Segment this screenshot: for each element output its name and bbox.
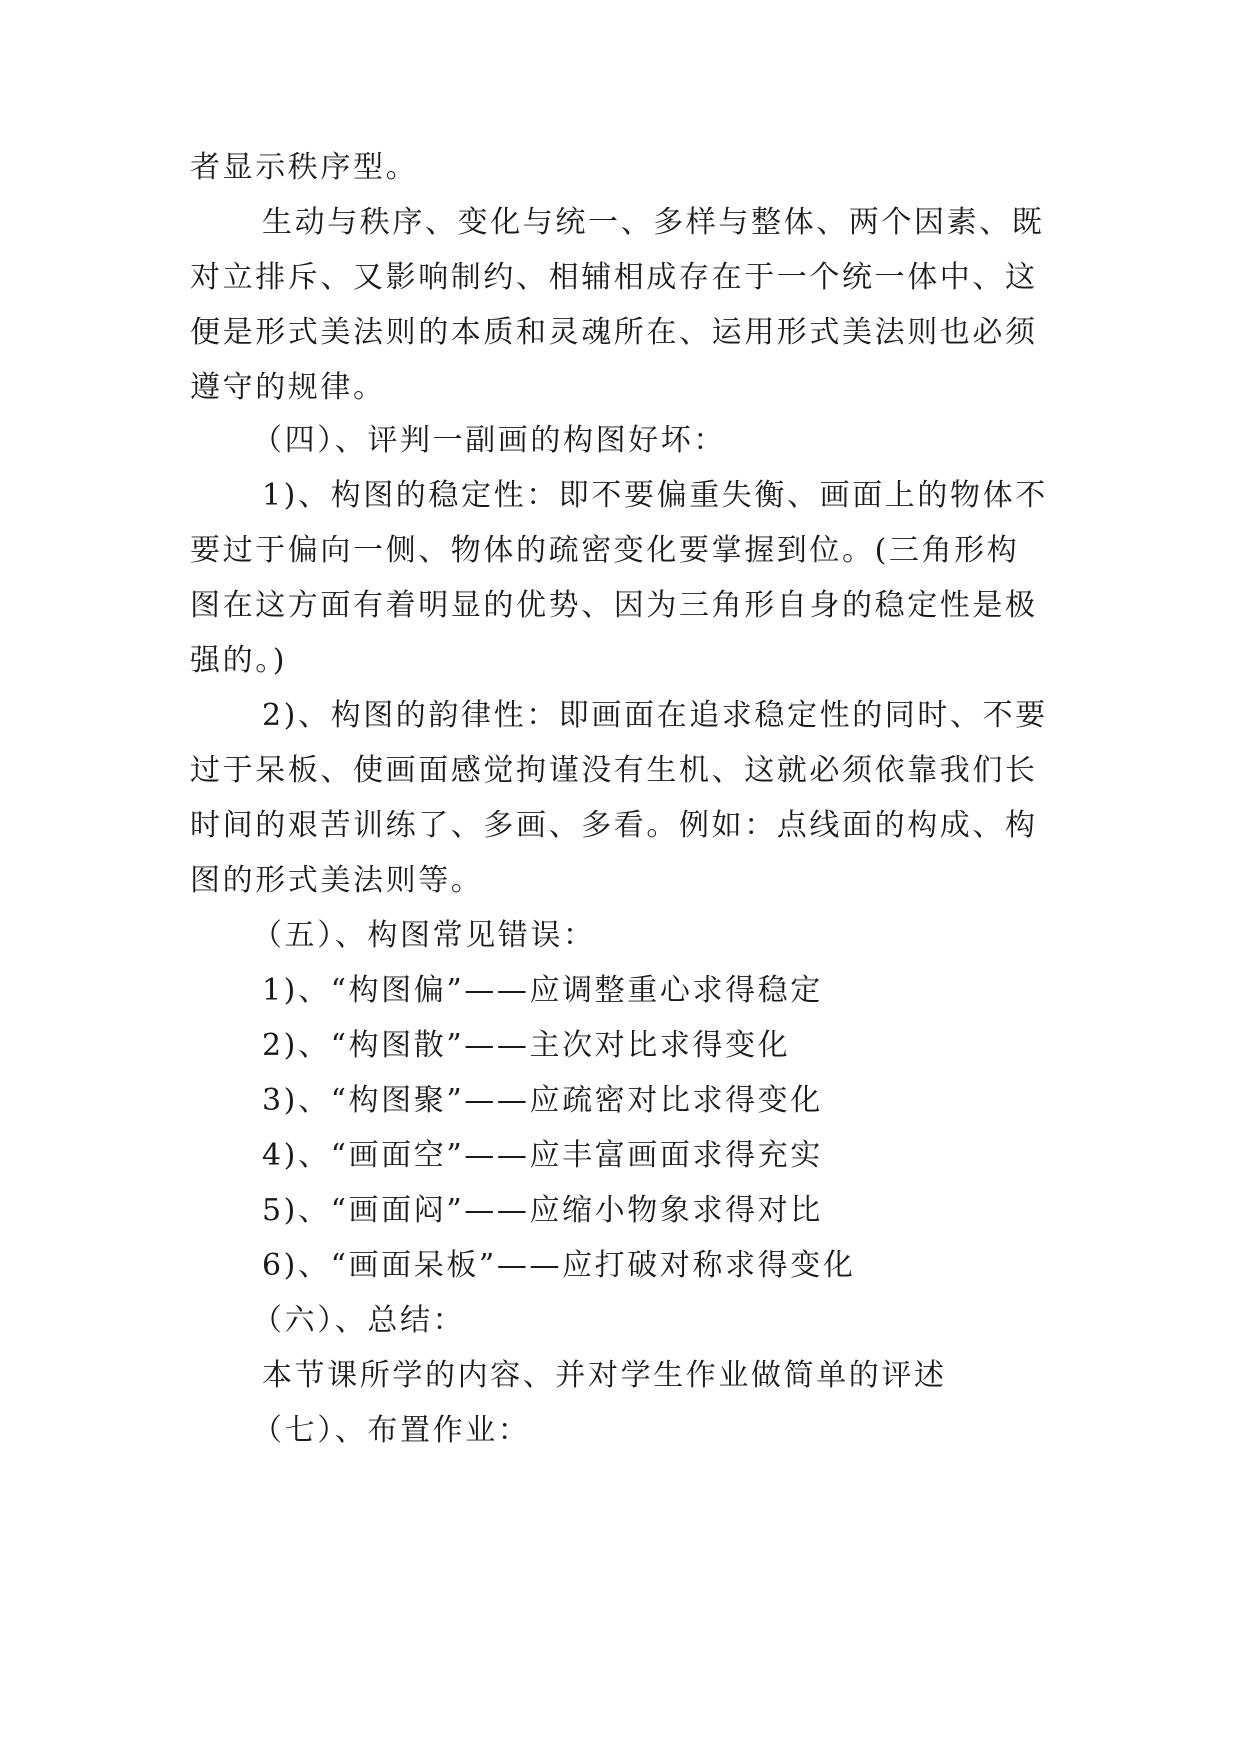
section-heading: （七）、布置作业： [252, 1413, 531, 1448]
paragraph-start: 生动与秩序、变化与统一、多样与整体、两个因素、既 [262, 205, 1045, 240]
text-line: 对立排斥、又影响制约、相辅相成存在于一个统一体中、这 [190, 260, 1038, 295]
text-line: 者显示秩序型。 [190, 150, 419, 185]
text-line: 便是形式美法则的本质和灵魂所在、运用形式美法则也必须 [190, 315, 1038, 350]
list-item: 3)、“构图聚”——应疏密对比求得变化 [262, 1083, 823, 1118]
text-line: 遵守的规律。 [190, 370, 386, 405]
text-line: 图在这方面有着明显的优势、因为三角形自身的稳定性是极 [190, 588, 1038, 623]
list-item: 6)、“画面呆板”——应打破对称求得变化 [262, 1248, 856, 1283]
section-heading: （五）、构图常见错误： [252, 918, 596, 953]
list-item: 4)、“画面空”——应丰富画面求得充实 [262, 1138, 823, 1173]
text-line: 强的。) [190, 643, 288, 678]
text-line: 图的形式美法则等。 [190, 863, 484, 898]
section-heading: （六）、总结： [252, 1303, 466, 1338]
text-line: 要过于偏向一侧、物体的疏密变化要掌握到位。(三角形构 [190, 533, 1020, 568]
section-heading: （四）、评判一副画的构图好坏： [252, 423, 726, 458]
list-item: 5)、“画面闷”——应缩小物象求得对比 [262, 1193, 823, 1228]
text-line: 过于呆板、使画面感觉拘谨没有生机、这就必须依靠我们长 [190, 753, 1038, 788]
paragraph-start: 2)、构图的韵律性：即画面在追求稳定性的同时、不要 [262, 698, 1048, 733]
text-line: 本节课所学的内容、并对学生作业做简单的评述 [262, 1358, 947, 1393]
text-line: 时间的艰苦训练了、多画、多看。例如：点线面的构成、构 [190, 808, 1038, 843]
list-item: 1)、“构图偏”——应调整重心求得稳定 [262, 973, 823, 1008]
paragraph-start: 1)、构图的稳定性：即不要偏重失衡、画面上的物体不 [262, 478, 1048, 513]
list-item: 2)、“构图散”——主次对比求得变化 [262, 1028, 791, 1063]
